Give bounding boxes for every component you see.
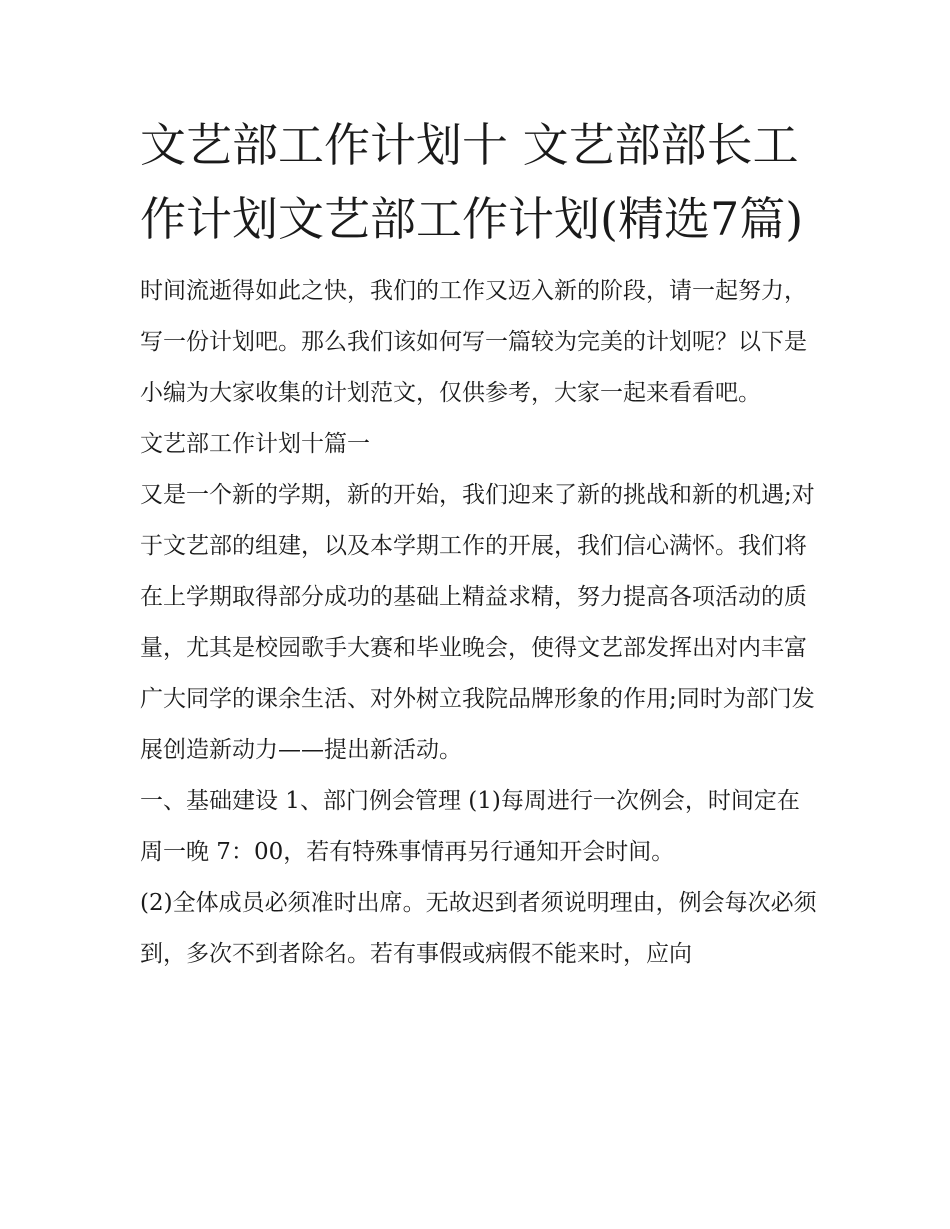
body-paragraph: 一、基础建设 1、部门例会管理 (1)每周进行一次例会，时间定在周一晚 7：00，若有特殊事情再另行通知开会时间。 bbox=[140, 788, 800, 865]
body-paragraph: 又是一个新的学期，新的开始，我们迎来了新的挑战和新的机遇;对于文艺部的组建，以及本学期工作的开展，我们信心满怀。我们将在上学期取得部分成功的基础上精益求精，努力提高各项活动的质量，尤其是校园歌手大赛和毕业晚会，使得文艺部发挥出对内丰富广大同学的课余生活、对外树立我院品牌形象的作用;同时为部门发展创造新动力——提出新活动。 bbox=[140, 482, 815, 763]
document-page bbox=[140, 108, 820, 980]
intro-paragraph: 时间流逝得如此之快，我们的工作又迈入新的阶段，请一起努力，写一份计划吧。那么我们该如何写一篇较为完美的计划呢？以下是小编为大家收集的计划范文，仅供参考，大家一起来看看吧。 bbox=[140, 278, 807, 406]
body-paragraph: (2)全体成员必须准时出席。无故迟到者须说明理由，例会每次必须到，多次不到者除名。若有事假或病假不能来时，应向 bbox=[140, 890, 817, 967]
section-heading: 文艺部工作计划十篇一 bbox=[140, 431, 370, 457]
document-title: 文艺部工作计划十 文艺部部长工作计划文艺部工作计划(精选7篇) bbox=[140, 118, 804, 246]
